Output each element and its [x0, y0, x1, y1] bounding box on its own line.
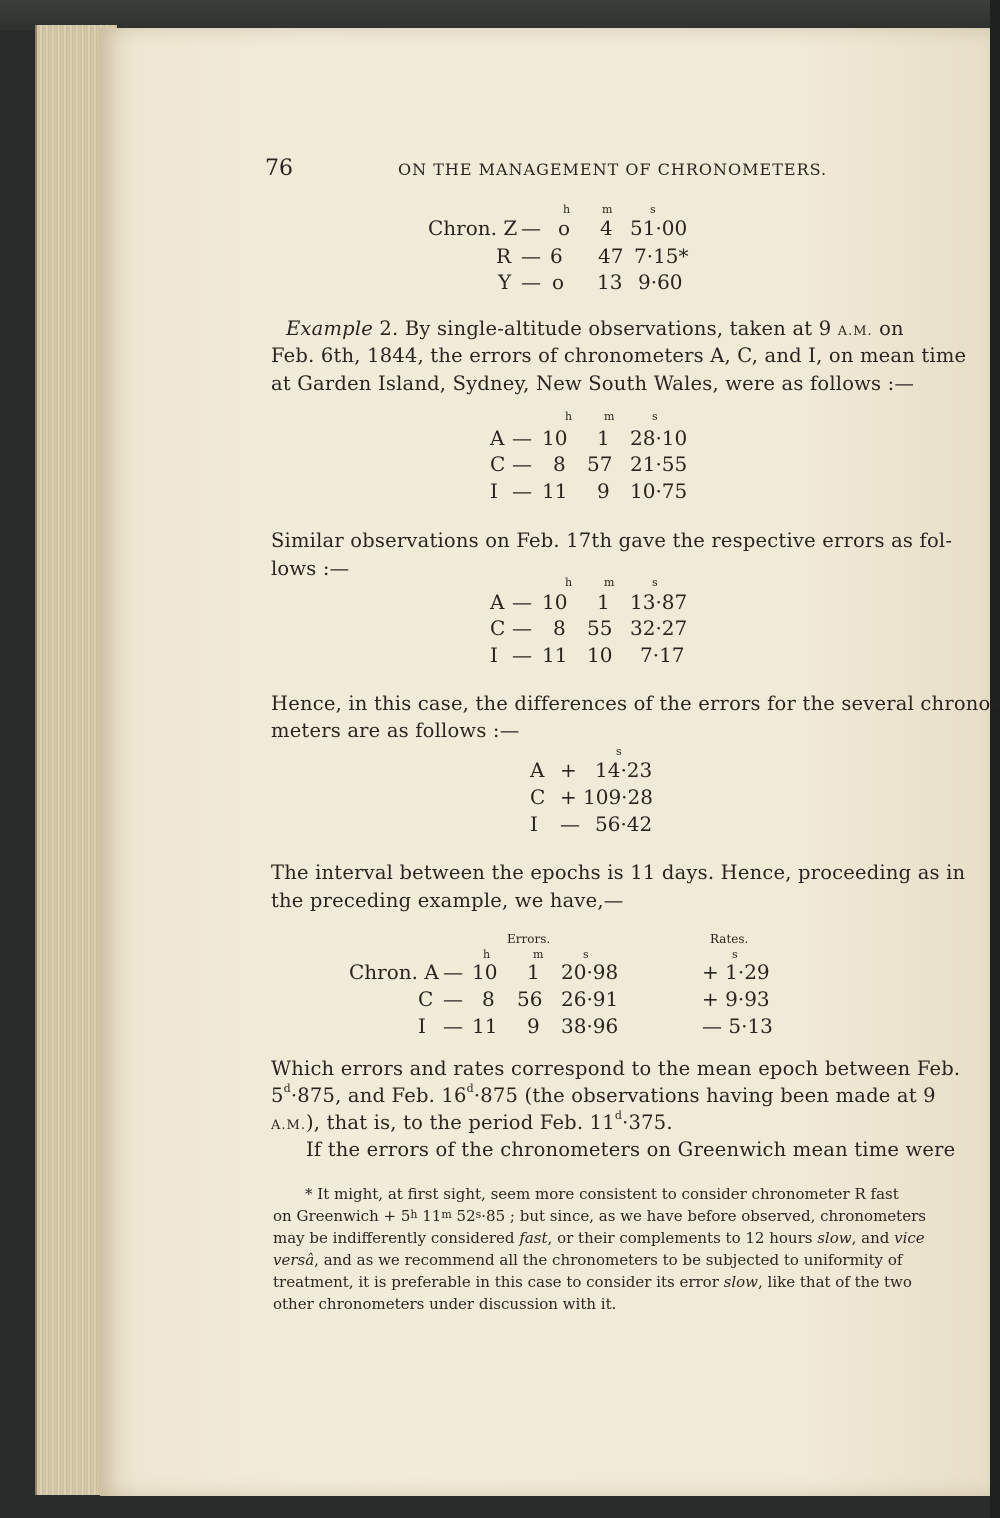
row-label: I — [490, 479, 498, 503]
row-rate: — 5·13 — [702, 1014, 773, 1038]
row-sign: — — [512, 479, 532, 503]
row-label: C — [490, 452, 506, 476]
unit-s: s — [583, 948, 589, 961]
row-seconds: 26·91 — [561, 987, 619, 1011]
similar-line-2: lows :— — [271, 557, 350, 580]
errors-header: Errors. — [507, 932, 551, 946]
row-sign: — — [521, 270, 541, 294]
row-label: C — [530, 785, 546, 809]
row-minutes: 56 — [517, 987, 543, 1011]
row-seconds: 38·96 — [561, 1014, 619, 1038]
row-seconds: 51·00 — [630, 216, 688, 240]
row-sign: — — [512, 426, 532, 450]
example-2-line-2: Feb. 6th, 1844, the errors of chronometers A, C, and I, on mean time — [271, 344, 967, 367]
row-label: R — [496, 244, 512, 268]
row-hours: 8 — [553, 452, 566, 476]
row-sign: + — [560, 758, 577, 782]
unit-s: s — [652, 410, 658, 423]
unit-m: m — [604, 576, 615, 589]
footnote-line-4: versâ, and as we recommend all the chronometers to be subjected to uniformity of — [273, 1251, 903, 1269]
row-sign: — — [560, 812, 580, 836]
row-label: Y — [498, 270, 512, 294]
row-seconds: 10·75 — [630, 479, 688, 503]
row-seconds: 109·28 — [583, 785, 653, 809]
row-label: A — [490, 426, 505, 450]
row-minutes: 55 — [587, 616, 613, 640]
row-label: Chron. Z — [428, 216, 518, 240]
row-minutes: 9 — [597, 479, 610, 503]
unit-m: m — [533, 948, 544, 961]
interval-line-2: the preceding example, we have,— — [271, 889, 624, 912]
page-number: 76 — [265, 156, 293, 181]
row-sign: — — [443, 960, 463, 984]
unit-h: h — [563, 203, 571, 216]
row-seconds: 7·17 — [640, 643, 685, 667]
row-minutes: 4 — [600, 216, 613, 240]
row-minutes: 1 — [527, 960, 540, 984]
row-sign: — — [521, 216, 541, 240]
row-label: Chron. A — [349, 960, 439, 984]
row-label: A — [490, 590, 505, 614]
row-seconds: 32·27 — [630, 616, 688, 640]
row-label: I — [490, 643, 498, 667]
row-seconds: 13·87 — [630, 590, 688, 614]
row-hours: 8 — [482, 987, 495, 1011]
hence-line-2: meters are as follows :— — [271, 719, 520, 742]
book-cover-edge — [990, 0, 1000, 1518]
unit-h: h — [565, 576, 573, 589]
row-hours: o — [552, 270, 565, 294]
unit-h: h — [483, 948, 491, 961]
row-sign: — — [512, 590, 532, 614]
row-minutes: 9 — [527, 1014, 540, 1038]
row-minutes: 13 — [597, 270, 623, 294]
row-sign: — — [521, 244, 541, 268]
row-rate: + 9·93 — [702, 987, 770, 1011]
row-seconds: 9·60 — [638, 270, 683, 294]
row-sign: — — [512, 643, 532, 667]
row-seconds: 21·55 — [630, 452, 688, 476]
unit-m: m — [602, 203, 613, 216]
row-seconds: 56·42 — [595, 812, 653, 836]
which-line-4: If the errors of the chronometers on Greenwich mean time were — [306, 1138, 956, 1161]
row-minutes: 57 — [587, 452, 613, 476]
footnote-line-2: on Greenwich + $5^h$ 11$^m$ $52^s\cdot 85$ ; but since, as we have before observed, chronometers — [273, 1207, 926, 1225]
unit-m: m — [604, 410, 615, 423]
footnote-line-3: may be indifferently considered fast, or their complements to 12 hours slow, and vice — [273, 1229, 925, 1247]
row-seconds: 28·10 — [630, 426, 688, 450]
hence-line-1: Hence, in this case, the differences of the errors for the several chrono- — [271, 692, 998, 715]
row-minutes: 47 — [598, 244, 624, 268]
footnote-line-1: * It might, at first sight, seem more consistent to consider chronometer R fast — [305, 1185, 899, 1203]
row-minutes: 10 — [587, 643, 613, 667]
which-line-1: Which errors and rates correspond to the mean epoch between Feb. — [271, 1057, 961, 1080]
row-seconds: 20·98 — [561, 960, 619, 984]
similar-line-1: Similar observations on Feb. 17th gave the respective errors as fol- — [271, 529, 953, 552]
running-head: ON THE MANAGEMENT OF CHRONOMETERS. — [398, 160, 828, 179]
footnote-line-6: other chronometers under discussion with it. — [273, 1295, 617, 1313]
row-seconds: 14·23 — [595, 758, 653, 782]
which-line-2: $5^d\cdot 875$, and Feb. $16^d\cdot 875$ (the observations having been made at 9 — [271, 1082, 936, 1107]
row-hours: 6 — [550, 244, 563, 268]
row-rate: + 1·29 — [702, 960, 770, 984]
row-label: I — [418, 1014, 426, 1038]
unit-s: s — [732, 948, 738, 961]
example-2-line-1: Example 2. By single-altitude observations, taken at 9 A.M. on — [286, 317, 904, 340]
row-hours: 10 — [472, 960, 498, 984]
row-minutes: 1 — [597, 590, 610, 614]
row-label: A — [530, 758, 545, 782]
unit-h: h — [565, 410, 573, 423]
unit-s: s — [652, 576, 658, 589]
row-hours: 11 — [472, 1014, 498, 1038]
row-label: C — [490, 616, 506, 640]
row-sign: — — [512, 616, 532, 640]
row-hours: 8 — [553, 616, 566, 640]
row-sign: — — [512, 452, 532, 476]
rates-header: Rates. — [710, 932, 749, 946]
row-hours: 10 — [542, 426, 568, 450]
row-sign: + — [560, 785, 577, 809]
interval-line-1: The interval between the epochs is 11 days. Hence, proceeding as in — [271, 861, 966, 884]
row-hours: o — [558, 216, 571, 240]
row-minutes: 1 — [597, 426, 610, 450]
example-2-line-3: at Garden Island, Sydney, New South Wales, were as follows :— — [271, 372, 915, 395]
book-cover-top — [0, 0, 1000, 30]
which-line-3: A.M.), that is, to the period Feb. $11^d\cdot 375$. — [271, 1109, 673, 1134]
row-hours: 11 — [542, 479, 568, 503]
row-label: I — [530, 812, 538, 836]
row-hours: 10 — [542, 590, 568, 614]
footnote-line-5: treatment, it is preferable in this case to consider its error slow, like that of the two — [273, 1273, 912, 1291]
row-hours: 11 — [542, 643, 568, 667]
unit-s: s — [650, 203, 656, 216]
row-seconds: 7·15* — [634, 244, 689, 268]
row-label: C — [418, 987, 434, 1011]
row-sign: — — [443, 1014, 463, 1038]
example-label: Example — [286, 317, 374, 340]
row-sign: — — [443, 987, 463, 1011]
unit-s: s — [616, 745, 622, 758]
